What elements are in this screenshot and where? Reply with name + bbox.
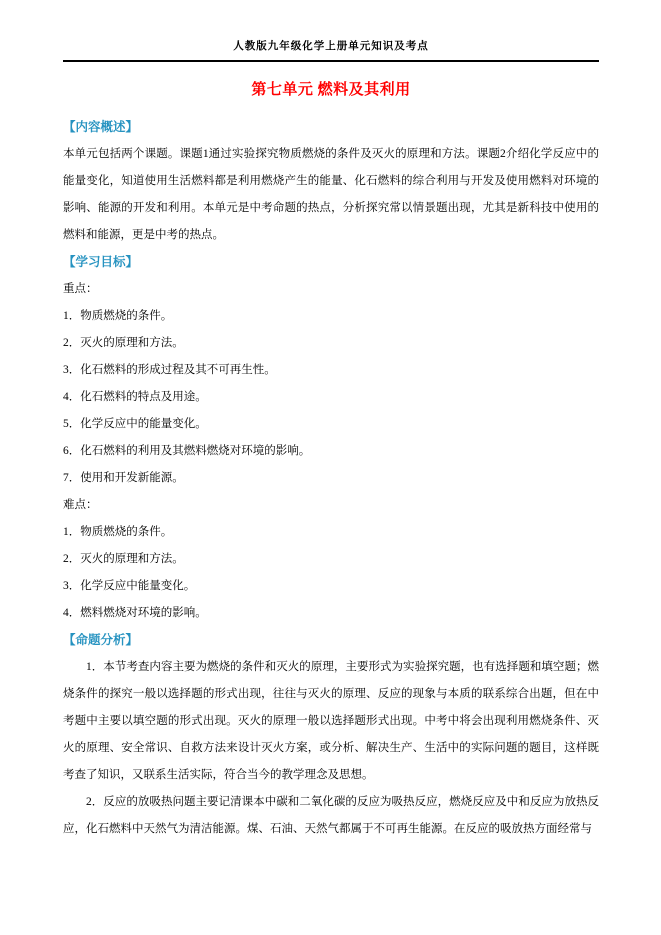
- key-point-item: 3．化石燃料的形成过程及其不可再生性。: [63, 364, 276, 376]
- difficult-points-label: 难点：: [63, 499, 98, 511]
- key-point-item: 6．化石燃料的利用及其燃料燃烧对环境的影响。: [63, 445, 311, 457]
- header-title: 人教版九年级化学上册单元知识及考点: [233, 41, 429, 52]
- key-point-item: 2．灭火的原理和方法。: [63, 337, 184, 349]
- page-header: [63, 38, 599, 62]
- key-points-label: 重点：: [63, 283, 98, 295]
- overview-paragraph: 本单元包括两个课题。课题1通过实验探究物质燃烧的条件及灭火的原理和方法。课题2介绍化学反应中的能量变化，知道使用生活燃料都是利用燃烧产生的能量、化石燃料的综合利用与开发及使用燃料对环境的影响、能源的开发和利用。本单元是中考命题的热点，分析探究常以情景题出现，尤其是新科技中使用的燃料和能源，更是中考的热点。: [63, 148, 599, 241]
- analysis-paragraph-2: 2．反应的放吸热问题主要记清课本中碳和二氧化碳的反应为吸热反应，燃烧反应及中和反应为放热反应，化石燃料中天然气为清洁能源。煤、石油、天然气都属于不可再生能源。在反应的吸放热方面经常与: [63, 796, 599, 835]
- key-point-item: 5．化学反应中的能量变化。: [63, 418, 207, 430]
- difficult-point-item: 4．燃料燃烧对环境的影响。: [63, 607, 207, 619]
- section-overview-heading: 【内容概述】: [63, 120, 139, 134]
- analysis-paragraph-1: 1．本节考查内容主要为燃烧的条件和灭火的原理，主要形式为实验探究题，也有选择题和填空题；燃烧条件的探究一般以选择题的形式出现，往往与灭火的原理、反应的现象与本质的联系综合出题，但在中考题中主要以填空题的形式出现。灭火的原理一般以选择题形式出现。中考中将会出现利用燃烧条件、灭火的原理、安全常识、自救方法来设计灭火方案，或分析、解决生产、生活中的实际问题的题目，这样既考查了知识，又联系生活实际，符合当今的教学理念及思想。: [63, 661, 599, 781]
- section-goals-heading: 【学习目标】: [63, 255, 139, 269]
- header-divider: [63, 60, 599, 62]
- key-point-item: 7．使用和开发新能源。: [63, 472, 184, 484]
- difficult-point-item: 3．化学反应中能量变化。: [63, 580, 196, 592]
- key-point-item: 1．物质燃烧的条件。: [63, 310, 173, 322]
- document-title: 第七单元 燃料及其利用: [251, 82, 411, 98]
- key-point-item: 4．化石燃料的特点及用途。: [63, 391, 207, 403]
- difficult-point-item: 1．物质燃烧的条件。: [63, 526, 173, 538]
- section-analysis-heading: 【命题分析】: [63, 633, 139, 647]
- difficult-point-item: 2．灭火的原理和方法。: [63, 553, 184, 565]
